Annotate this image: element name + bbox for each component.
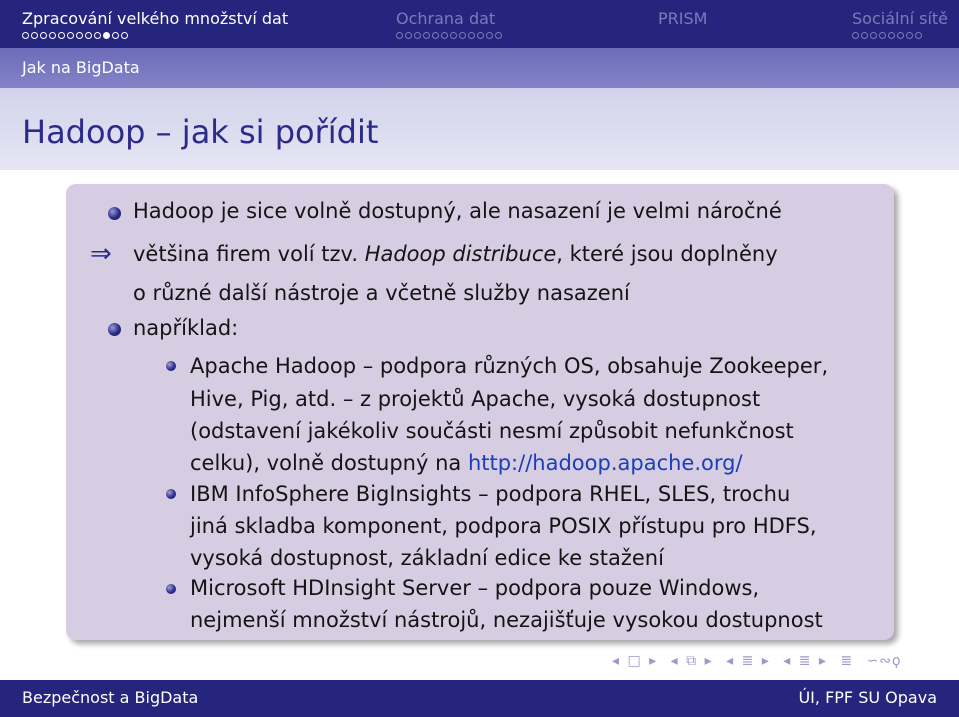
nav-frame-dot[interactable] bbox=[405, 32, 412, 39]
nav-frame-dot[interactable] bbox=[85, 32, 92, 39]
nav-section-dots[interactable] bbox=[658, 32, 707, 42]
nav-frame-dot[interactable] bbox=[76, 32, 83, 39]
nav-frame-dot[interactable] bbox=[870, 32, 877, 39]
hadoop-link[interactable]: http://hadoop.apache.org/ bbox=[467, 451, 743, 475]
nav-section-dots[interactable] bbox=[852, 32, 948, 42]
next-subsection-frame-icon[interactable]: ▸ bbox=[704, 653, 713, 669]
nav-frame-dot[interactable] bbox=[112, 32, 119, 39]
item-text bbox=[133, 241, 778, 267]
sub-bullet-icon bbox=[166, 489, 176, 499]
footer bbox=[0, 680, 959, 717]
next-subsection-icon[interactable]: ▸ bbox=[818, 653, 827, 669]
item-text-part: většina firem volí tzv. bbox=[133, 242, 365, 266]
nav-section-ochrana[interactable] bbox=[396, 10, 504, 42]
nav-section-zpracovani[interactable] bbox=[22, 10, 288, 42]
nav-frame-dot[interactable] bbox=[906, 32, 913, 39]
nav-frame-dot[interactable] bbox=[121, 32, 128, 39]
sub-bullet-icon bbox=[166, 361, 176, 371]
nav-frame-dot[interactable] bbox=[468, 32, 475, 39]
item-text: Hadoop je sice volně dostupný, ale nasazení je velmi náročné bbox=[133, 199, 782, 223]
nav-frame-dot[interactable] bbox=[888, 32, 895, 39]
nav-section-socialni-site[interactable] bbox=[852, 10, 948, 42]
nav-frame-dot[interactable] bbox=[103, 32, 110, 39]
frame-title: Hadoop – jak si pořídit bbox=[22, 113, 379, 151]
nav-frame-dot[interactable] bbox=[495, 32, 502, 39]
nav-section-title[interactable]: Sociální sítě bbox=[852, 9, 949, 28]
subsection-icon[interactable]: ≣ bbox=[798, 653, 812, 669]
sub-item-text: (odstavení jakékoliv součásti nesmí způsobit nefunkčnost bbox=[190, 419, 794, 443]
nav-frame-dot[interactable] bbox=[486, 32, 493, 39]
next-section-icon[interactable]: ▸ bbox=[761, 653, 770, 669]
prev-frame-icon[interactable]: ◂ bbox=[612, 653, 621, 669]
sub-bullet-icon bbox=[166, 584, 176, 594]
nav-frame-dot[interactable] bbox=[414, 32, 421, 39]
subsection-bar bbox=[0, 48, 959, 88]
item-text-part: celku), volně dostupný na bbox=[190, 451, 468, 475]
nav-frame-dot[interactable] bbox=[915, 32, 922, 39]
nav-frame-dot[interactable] bbox=[40, 32, 47, 39]
nav-frame-dot[interactable] bbox=[861, 32, 868, 39]
sub-item-text: Microsoft HDInsight Server – podpora pouze Windows, bbox=[190, 576, 760, 600]
document-icon[interactable]: ≣ bbox=[840, 653, 854, 669]
nav-section-title[interactable]: PRISM bbox=[658, 9, 708, 28]
nav-frame-dot[interactable] bbox=[67, 32, 74, 39]
sub-item-text: jiná skladba komponent, podpora POSIX přístupu pro HDFS, bbox=[190, 514, 817, 538]
section-icon[interactable]: ≣ bbox=[741, 653, 755, 669]
item-text-emphasis: Hadoop distribuce bbox=[364, 242, 557, 266]
sub-item-text: vysoká dostupnost, základní edice ke stažení bbox=[190, 546, 664, 570]
nav-frame-dot[interactable] bbox=[22, 32, 29, 39]
nav-frame-dot[interactable] bbox=[450, 32, 457, 39]
next-frame-icon[interactable]: ▸ bbox=[649, 653, 658, 669]
nav-section-title[interactable]: Ochrana dat bbox=[396, 9, 496, 28]
nav-frame-dot[interactable] bbox=[58, 32, 65, 39]
item-text: například: bbox=[133, 316, 239, 340]
nav-frame-dot[interactable] bbox=[879, 32, 886, 39]
prev-subsection-frame-icon[interactable]: ◂ bbox=[670, 653, 679, 669]
subsection-title[interactable]: Jak na BigData bbox=[22, 58, 140, 77]
search-icon[interactable]: ∽∾ϙ bbox=[866, 653, 902, 669]
nav-frame-dot[interactable] bbox=[432, 32, 439, 39]
bullet-icon bbox=[108, 207, 121, 220]
bullet-icon bbox=[108, 323, 121, 336]
nav-frame-dot[interactable] bbox=[897, 32, 904, 39]
nav-frame-dot[interactable] bbox=[49, 32, 56, 39]
prev-section-icon[interactable]: ◂ bbox=[726, 653, 735, 669]
nav-frame-dot[interactable] bbox=[94, 32, 101, 39]
prev-subsection-icon[interactable]: ◂ bbox=[783, 653, 792, 669]
footer-institute: ÚI, FPF SU Opava bbox=[798, 688, 937, 707]
sub-item-text: Apache Hadoop – podpora různých OS, obsahuje Zookeeper, bbox=[190, 354, 829, 378]
nav-section-dots[interactable] bbox=[22, 32, 288, 42]
nav-frame-dot[interactable] bbox=[423, 32, 430, 39]
nav-frame-dot[interactable] bbox=[477, 32, 484, 39]
frame-icon[interactable]: □ bbox=[627, 653, 642, 669]
nav-frame-dot[interactable] bbox=[31, 32, 38, 39]
nav-frame-dot[interactable] bbox=[441, 32, 448, 39]
nav-section-title[interactable]: Zpracování velkého množství dat bbox=[22, 9, 289, 28]
sub-item-text: IBM InfoSphere BigInsights – podpora RHEL, SLES, trochu bbox=[190, 482, 791, 506]
item-text-part: , které jsou doplněny bbox=[556, 242, 778, 266]
nav-section-prism[interactable] bbox=[658, 10, 707, 42]
sub-item-text bbox=[190, 450, 743, 476]
header-navigation bbox=[0, 0, 959, 48]
nav-frame-dot[interactable] bbox=[396, 32, 403, 39]
subsection-frames-icon[interactable]: ⧉ bbox=[686, 653, 698, 669]
nav-frame-dot[interactable] bbox=[852, 32, 859, 39]
implies-arrow-icon: ⇒ bbox=[90, 239, 112, 269]
footer-title: Bezpečnost a BigData bbox=[22, 688, 199, 707]
nav-section-dots[interactable] bbox=[396, 32, 504, 42]
sub-item-text: nejmenší množství nástrojů, nezajišťuje vysokou dostupnost bbox=[190, 608, 823, 632]
nav-frame-dot[interactable] bbox=[459, 32, 466, 39]
item-text: o různé další nástroje a včetně služby nasazení bbox=[133, 281, 630, 305]
navigation-symbols bbox=[612, 653, 904, 669]
sub-item-text: Hive, Pig, atd. – z projektů Apache, vysoká dostupnost bbox=[190, 387, 761, 411]
